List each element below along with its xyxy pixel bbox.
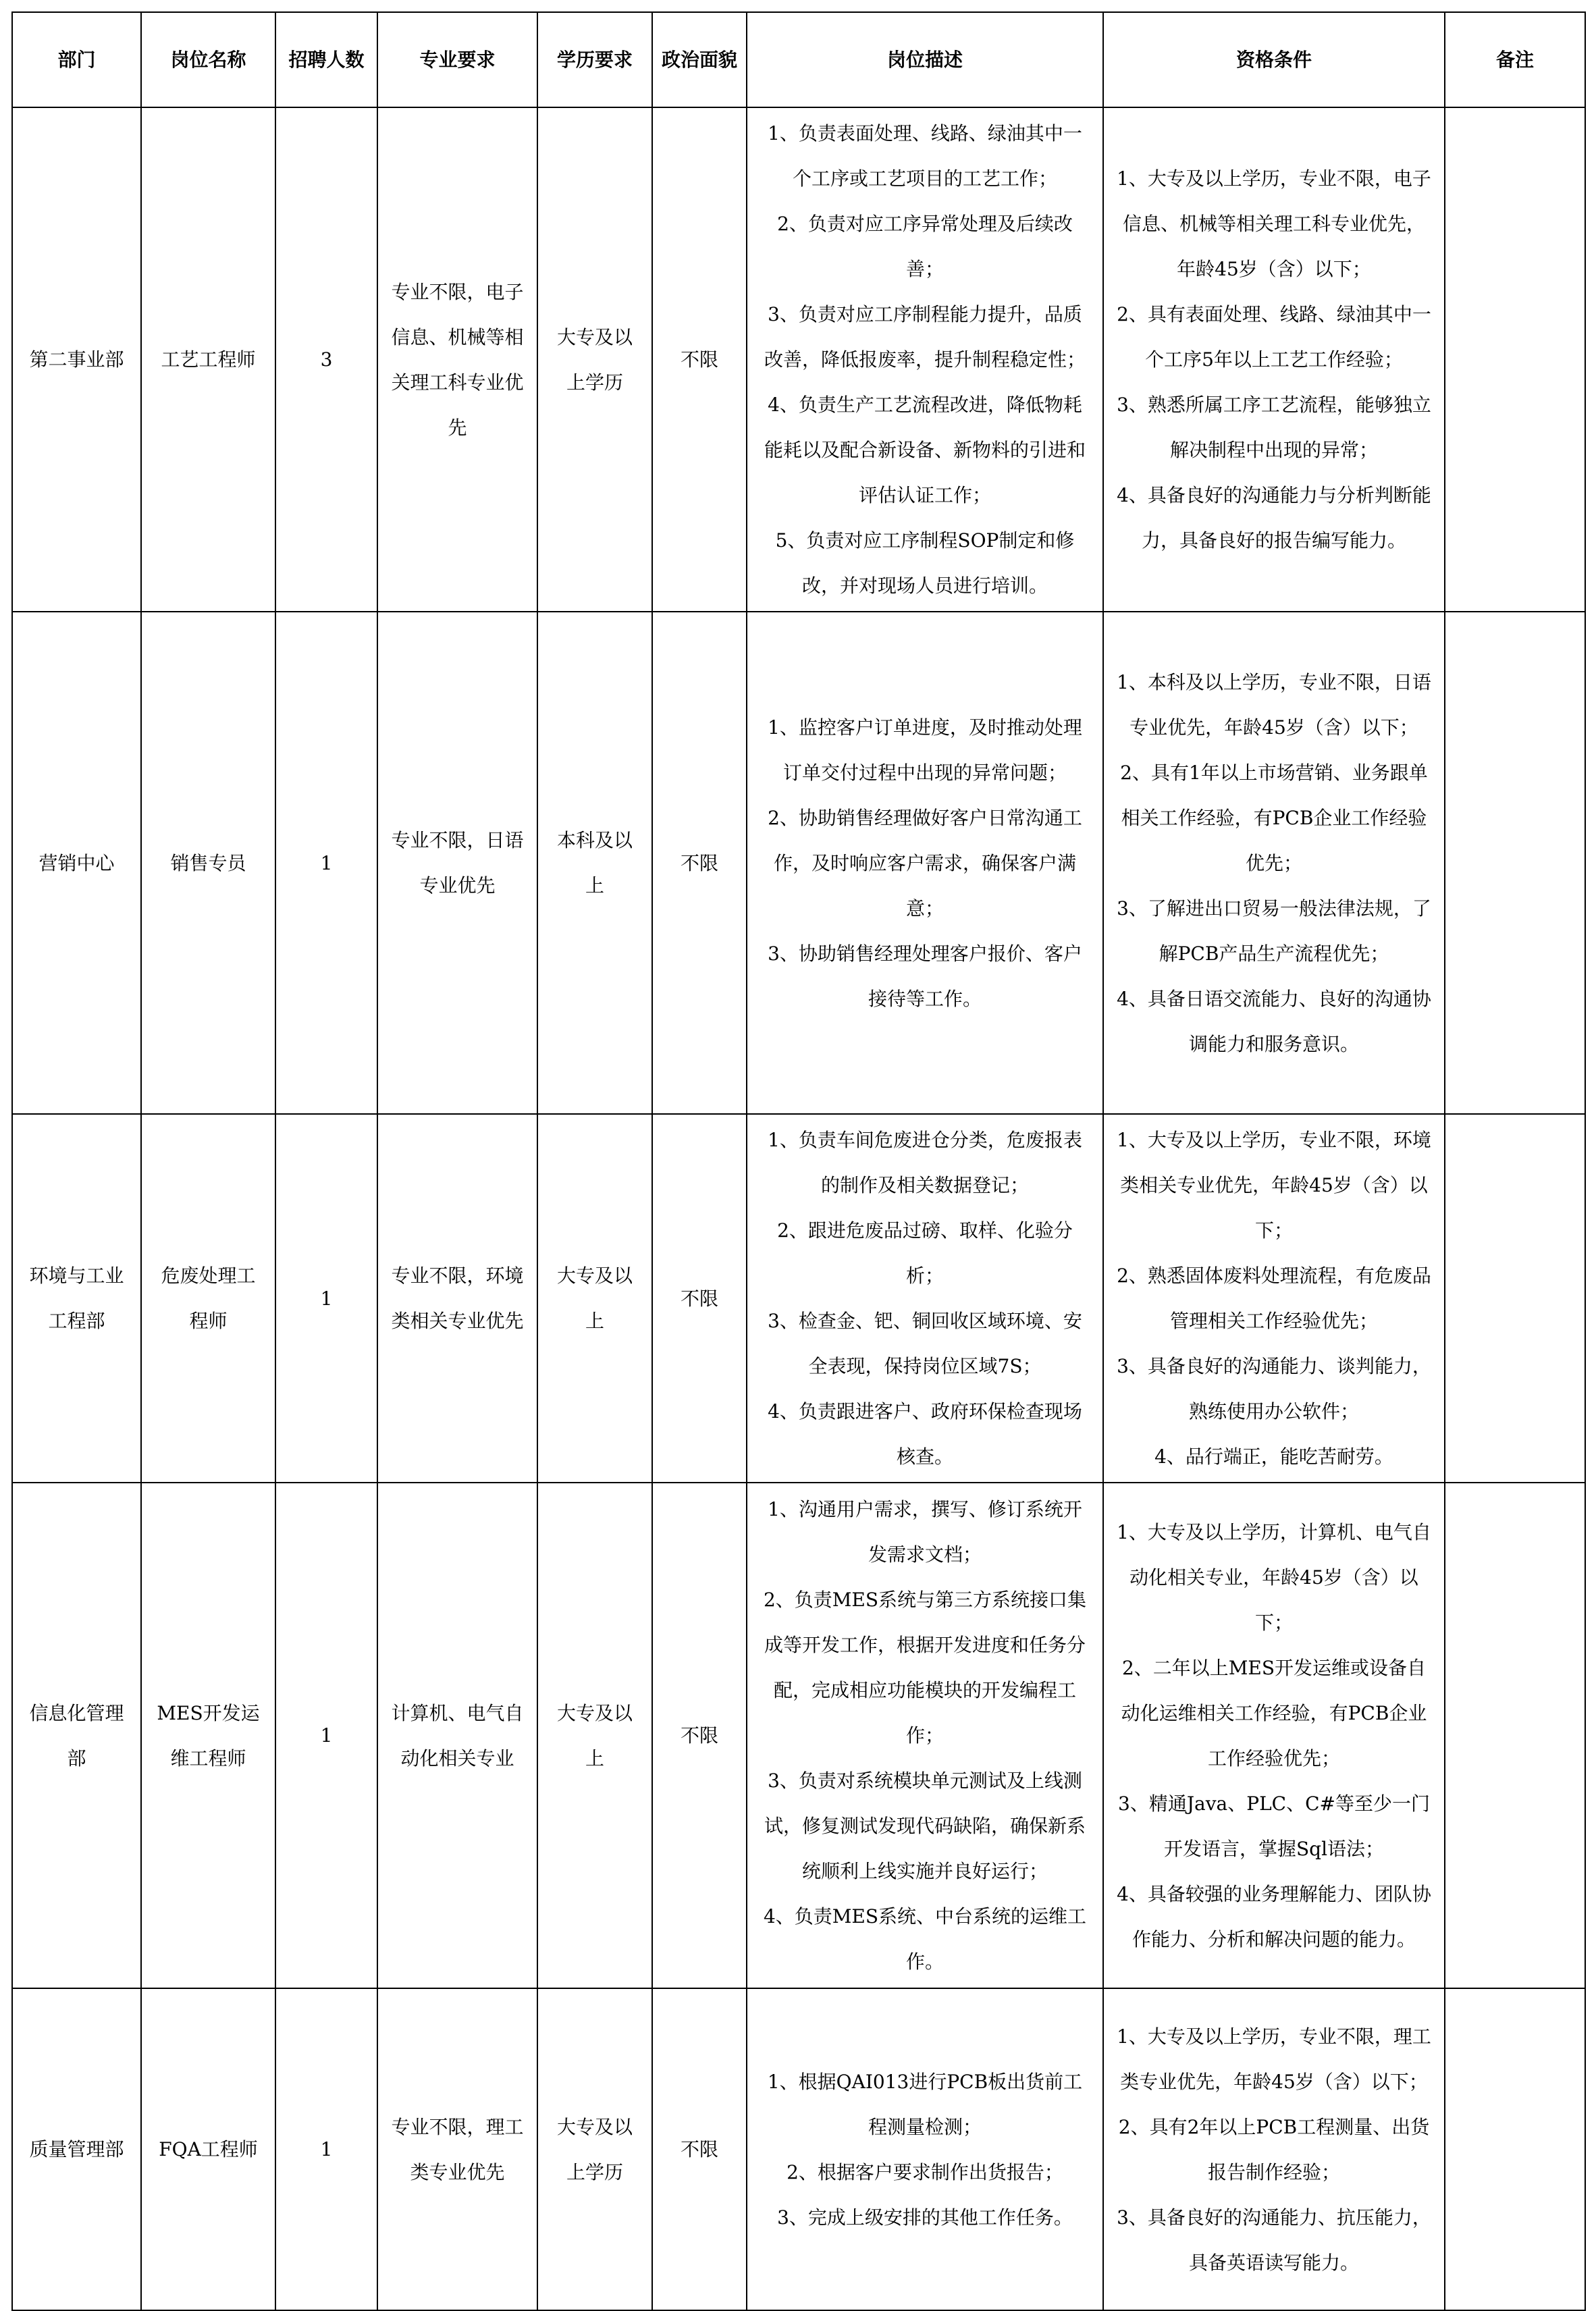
description-item: 1、负责表面处理、线路、绿油其中一个工序或工艺项目的工艺工作； <box>768 122 1082 190</box>
cell-position: MES开发运维工程师 <box>141 1483 275 1988</box>
cell-description <box>747 1483 1103 1988</box>
description-item: 1、根据QAI013进行PCB板出货前工程测量检测； <box>767 2070 1083 2138</box>
description-item: 3、检查金、钯、铜回收区域环境、安全表现，保持岗位区域7S； <box>768 1310 1082 1377</box>
qualifications-item: 2、二年以上MES开发运维或设备自动化运维相关工作经验，有PCB企业工作经验优先； <box>1121 1656 1427 1770</box>
table-row <box>12 107 1585 612</box>
cell-major: 专业不限，环境类相关专业优先 <box>377 1114 537 1483</box>
cell-description <box>747 107 1103 612</box>
qualifications-item: 4、具备较强的业务理解能力、团队协作能力、分析和解决问题的能力。 <box>1117 1882 1431 1950</box>
description-item: 4、负责生产工艺流程改进，降低物耗能耗以及配合新设备、新物料的引进和评估认证工作； <box>764 394 1086 506</box>
description-item: 5、负责对应工序制程SOP制定和修改，并对现场人员进行培训。 <box>775 529 1075 597</box>
description-item: 2、跟进危废品过磅、取样、化验分析； <box>777 1219 1073 1287</box>
qualifications-item: 3、具备良好的沟通能力、抗压能力，具备英语读写能力。 <box>1117 2206 1431 2274</box>
header-note: 备注 <box>1445 12 1585 107</box>
description-item: 2、负责对应工序异常处理及后续改善； <box>777 213 1073 280</box>
qualifications-item: 3、了解进出口贸易一般法律法规，了解PCB产品生产流程优先； <box>1117 897 1431 965</box>
header-count: 招聘人数 <box>275 12 377 107</box>
cell-education: 大专及以上学历 <box>537 1988 652 2310</box>
cell-qualifications <box>1103 612 1445 1114</box>
cell-note <box>1445 1483 1585 1988</box>
description-item: 3、负责对应工序制程能力提升，品质改善，降低报废率，提升制程稳定性； <box>764 303 1086 371</box>
header-dept: 部门 <box>12 12 141 107</box>
header-qualifications: 资格条件 <box>1103 12 1445 107</box>
header-row <box>12 12 1585 107</box>
qualifications-item: 1、大专及以上学历，计算机、电气自动化相关专业，年龄45岁（含）以下； <box>1117 1520 1431 1634</box>
cell-count: 1 <box>275 1114 377 1483</box>
description-item: 1、沟通用户需求，撰写、修订系统开发需求文档； <box>768 1498 1082 1566</box>
table-row <box>12 1114 1585 1483</box>
description-item: 3、协助销售经理处理客户报价、客户接待等工作。 <box>768 942 1082 1010</box>
description-item: 4、负责跟进客户、政府环保检查现场核查。 <box>768 1400 1082 1468</box>
table-row <box>12 1988 1585 2310</box>
qualifications-item: 1、大专及以上学历，专业不限，环境类相关专业优先，年龄45岁（含）以下； <box>1117 1129 1431 1242</box>
description-item: 3、负责对系统模块单元测试及上线测试，修复测试发现代码缺陷，确保新系统顺利上线实施并良好运行； <box>764 1770 1086 1882</box>
cell-dept: 第二事业部 <box>12 107 141 612</box>
qualifications-item: 4、具备日语交流能力、良好的沟通协调能力和服务意识。 <box>1117 987 1431 1055</box>
cell-political: 不限 <box>652 612 747 1114</box>
cell-political: 不限 <box>652 1114 747 1483</box>
qualifications-item: 3、精通Java、PLC、C#等至少一门开发语言，掌握Sql语法； <box>1118 1792 1430 1860</box>
cell-dept: 营销中心 <box>12 612 141 1114</box>
qualifications-item: 2、具有2年以上PCB工程测量、出货报告制作经验； <box>1118 2115 1430 2183</box>
cell-major: 计算机、电气自动化相关专业 <box>377 1483 537 1988</box>
qualifications-item: 1、大专及以上学历，专业不限，理工类专业优先，年龄45岁（含）以下； <box>1117 2025 1431 2093</box>
cell-political: 不限 <box>652 107 747 612</box>
qualifications-item: 4、品行端正，能吃苦耐劳。 <box>1154 1445 1393 1468</box>
cell-position: 工艺工程师 <box>141 107 275 612</box>
cell-dept: 质量管理部 <box>12 1988 141 2310</box>
description-item: 2、协助销售经理做好客户日常沟通工作，及时响应客户需求，确保客户满意； <box>768 806 1082 920</box>
cell-position: FQA工程师 <box>141 1988 275 2310</box>
cell-note <box>1445 612 1585 1114</box>
recruitment-table <box>11 11 1586 2311</box>
table-row <box>12 1483 1585 1988</box>
qualifications-item: 3、熟悉所属工序工艺流程，能够独立解决制程中出现的异常； <box>1117 394 1431 461</box>
description-item: 1、负责车间危废进仓分类，危废报表的制作及相关数据登记； <box>768 1129 1082 1196</box>
cell-position: 危废处理工程师 <box>141 1114 275 1483</box>
description-item: 2、根据客户要求制作出货报告； <box>787 2160 1063 2183</box>
cell-education: 大专及以上 <box>537 1114 652 1483</box>
cell-qualifications <box>1103 1483 1445 1988</box>
qualifications-item: 4、具备良好的沟通能力与分析判断能力，具备良好的报告编写能力。 <box>1117 484 1431 552</box>
cell-description <box>747 1988 1103 2310</box>
header-description: 岗位描述 <box>747 12 1103 107</box>
cell-qualifications <box>1103 107 1445 612</box>
qualifications-item: 1、大专及以上学历，专业不限，电子信息、机械等相关理工科专业优先，年龄45岁（含）以下； <box>1117 167 1431 280</box>
cell-dept: 环境与工业工程部 <box>12 1114 141 1483</box>
description-item: 2、负责MES系统与第三方系统接口集成等开发工作，根据开发进度和任务分配，完成相应功能模块的开发编程工作； <box>763 1589 1087 1747</box>
header-major: 专业要求 <box>377 12 537 107</box>
cell-education: 本科及以上 <box>537 612 652 1114</box>
header-political: 政治面貌 <box>652 12 747 107</box>
cell-major: 专业不限，电子信息、机械等相关理工科专业优先 <box>377 107 537 612</box>
description-item: 1、监控客户订单进度，及时推动处理订单交付过程中出现的异常问题； <box>768 716 1082 784</box>
cell-note <box>1445 107 1585 612</box>
cell-major: 专业不限，日语专业优先 <box>377 612 537 1114</box>
cell-count: 1 <box>275 1988 377 2310</box>
cell-major: 专业不限，理工类专业优先 <box>377 1988 537 2310</box>
description-item: 4、负责MES系统、中台系统的运维工作。 <box>763 1905 1087 1973</box>
cell-description <box>747 1114 1103 1483</box>
qualifications-item: 3、具备良好的沟通能力、谈判能力，熟练使用办公软件； <box>1117 1355 1431 1423</box>
cell-note <box>1445 1114 1585 1483</box>
qualifications-item: 2、熟悉固体废料处理流程，有危废品管理相关工作经验优先； <box>1117 1265 1431 1332</box>
cell-description <box>747 612 1103 1114</box>
header-education: 学历要求 <box>537 12 652 107</box>
header-position: 岗位名称 <box>141 12 275 107</box>
table-row <box>12 612 1585 1114</box>
cell-dept: 信息化管理部 <box>12 1483 141 1988</box>
qualifications-item: 1、本科及以上学历，专业不限，日语专业优先，年龄45岁（含）以下； <box>1117 670 1431 739</box>
cell-qualifications <box>1103 1114 1445 1483</box>
cell-note <box>1445 1988 1585 2310</box>
cell-education: 大专及以上 <box>537 1483 652 1988</box>
description-item: 3、完成上级安排的其他工作任务。 <box>777 2206 1073 2229</box>
cell-count: 3 <box>275 107 377 612</box>
cell-political: 不限 <box>652 1483 747 1988</box>
qualifications-item: 2、具有1年以上市场营销、业务跟单相关工作经验，有PCB企业工作经验优先； <box>1120 761 1428 874</box>
cell-qualifications <box>1103 1988 1445 2310</box>
qualifications-item: 2、具有表面处理、线路、绿油其中一个工序5年以上工艺工作经验； <box>1117 303 1431 371</box>
cell-count: 1 <box>275 1483 377 1988</box>
cell-education: 大专及以上学历 <box>537 107 652 612</box>
cell-position: 销售专员 <box>141 612 275 1114</box>
cell-political: 不限 <box>652 1988 747 2310</box>
cell-count: 1 <box>275 612 377 1114</box>
